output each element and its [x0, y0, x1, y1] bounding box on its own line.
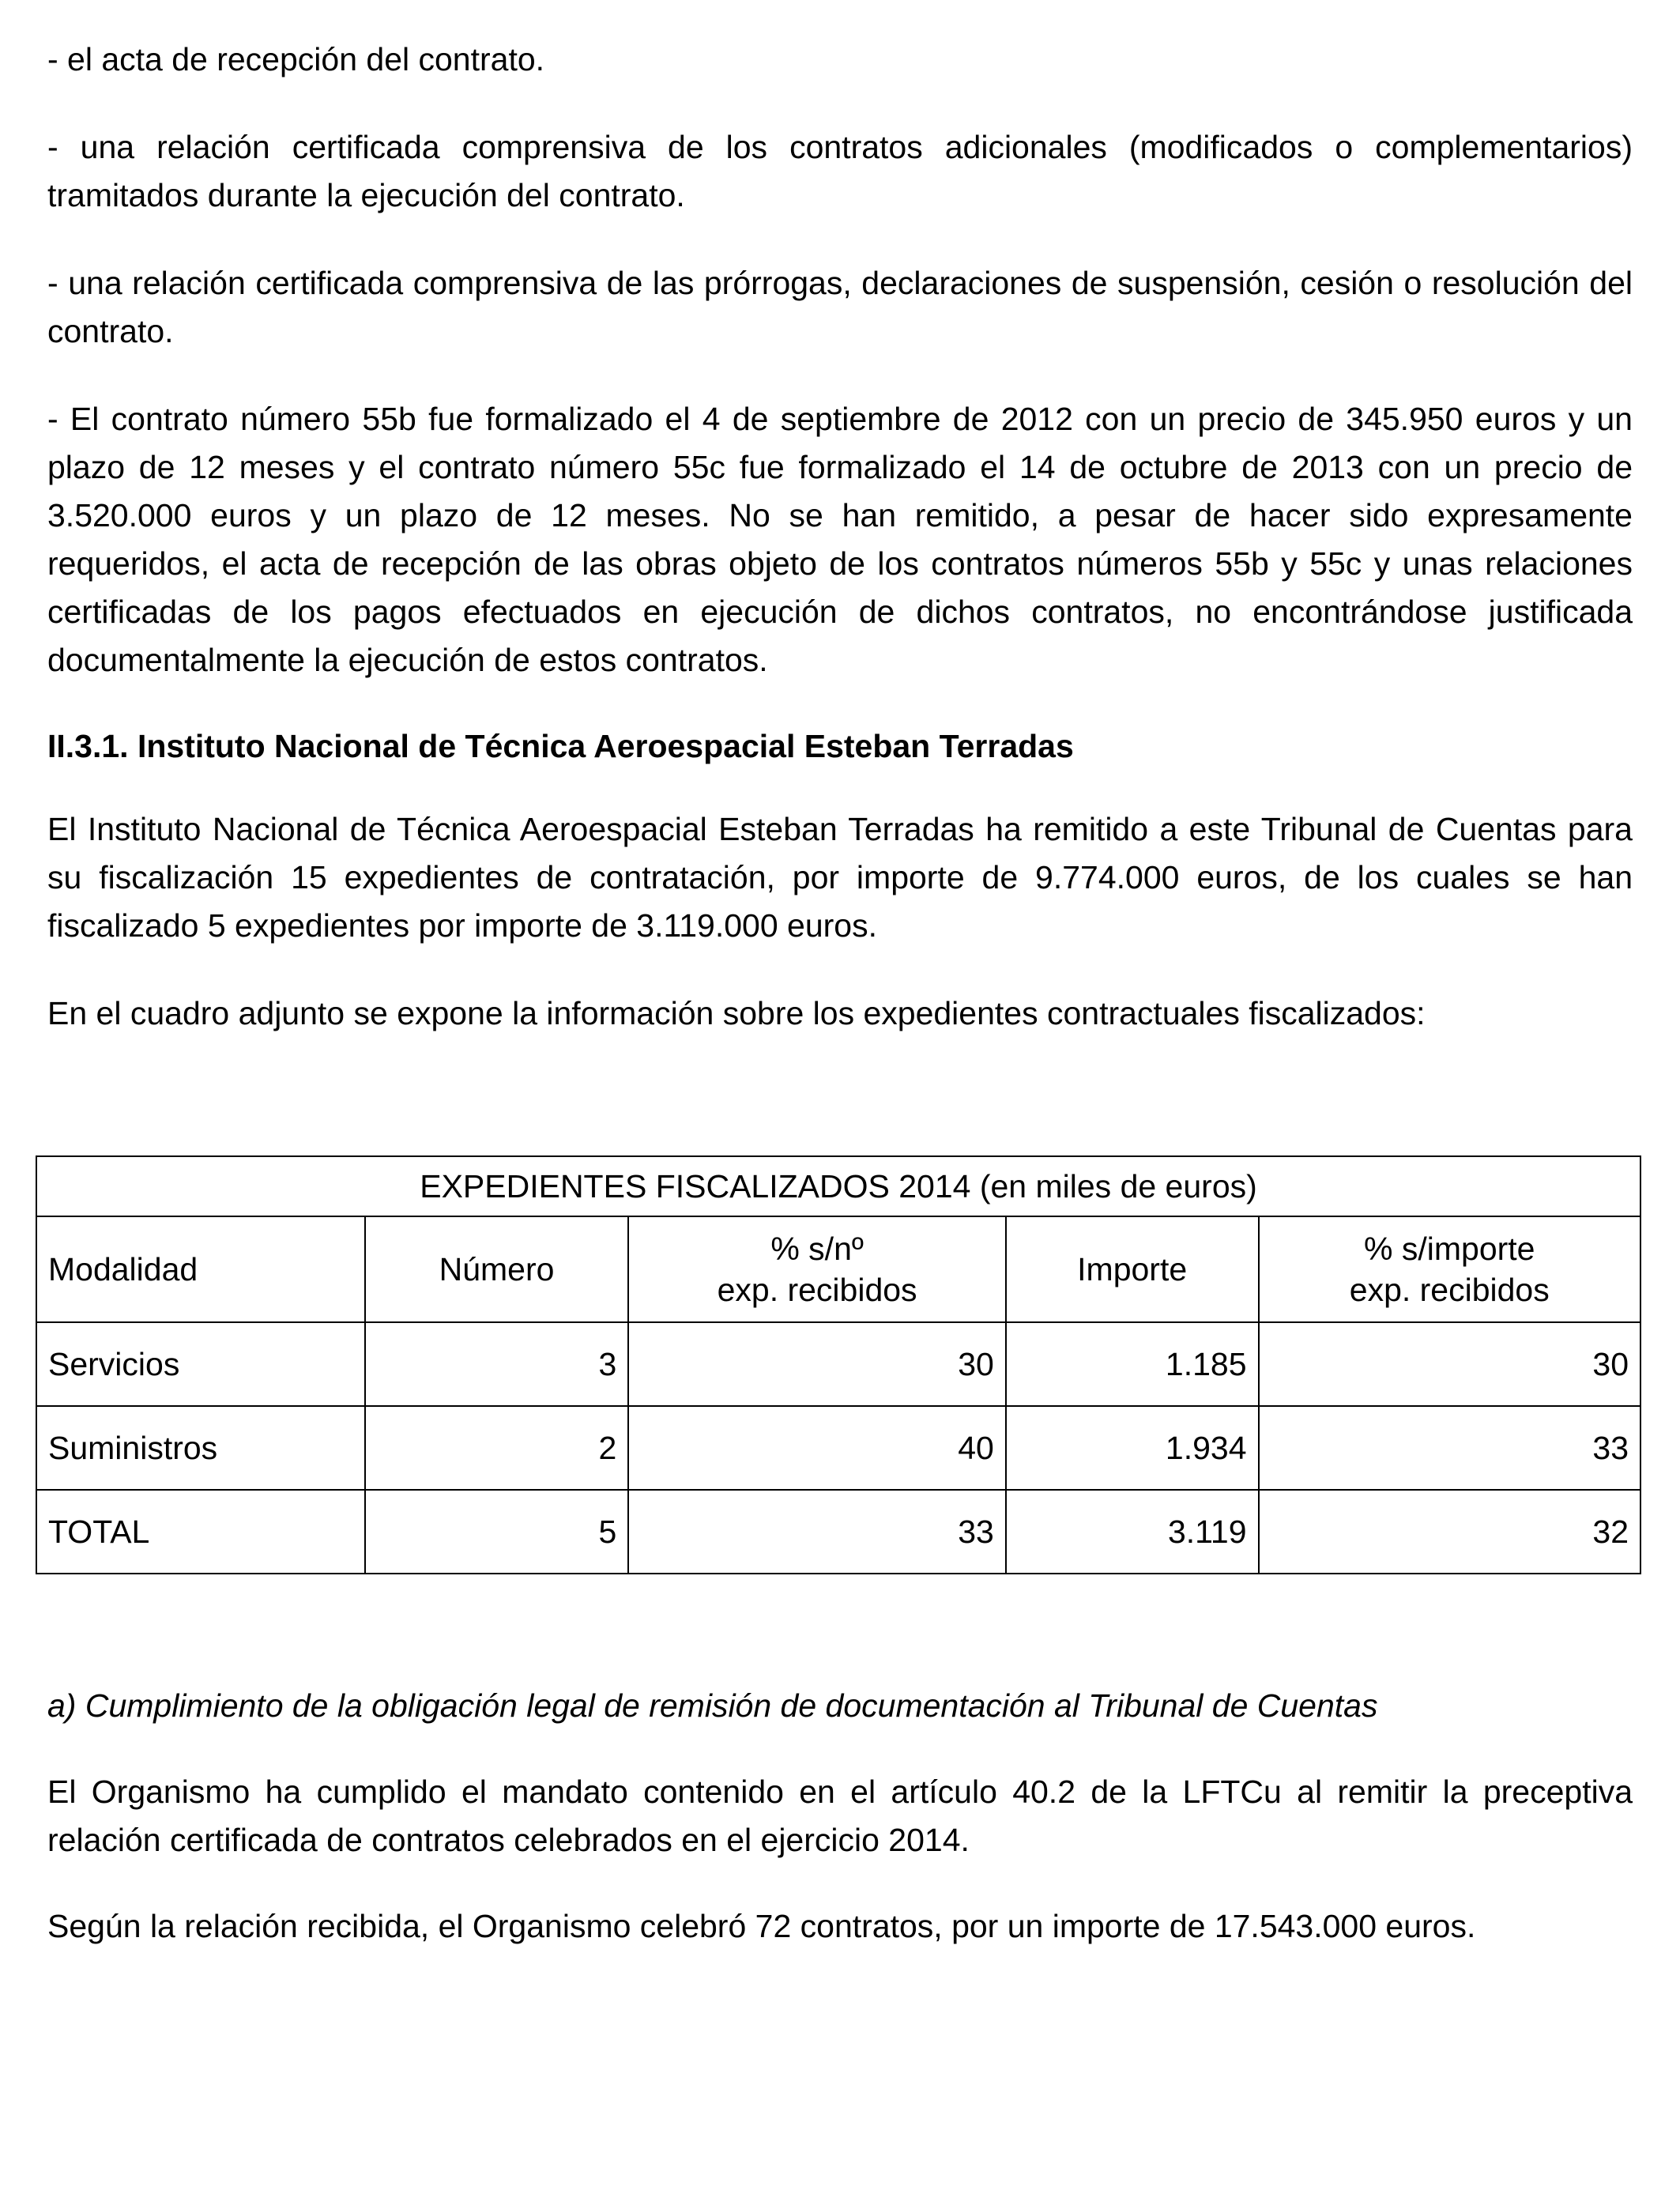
paragraph-contrato-55b: - El contrato número 55b fue formalizado el 4 de septiembre de 2012 con un precio de 345.950 euros y un plazo de 12 meses y el contrato número 55c fue formalizado el 14 de octubre de 2013 con un precio de 3.520.000 euros y un plazo de 12 meses. No se han remitido, a pesar de hacer sido expresamente requeridos, el acta de recepción de las obras objeto de los contratos números 55b y 55c y unas relaciones certificadas de los pagos efectuados en ejecución de dichos contratos, no encontrándose justificada documentalmente la ejecución de estos contratos. — [47, 401, 1633, 678]
document-page-lower — [47, 1682, 1633, 1951]
header-pct-importe-line1: % s/importe — [1364, 1231, 1535, 1267]
header-pct-numero-line1: % s/nº — [770, 1231, 864, 1267]
expedientes-table — [36, 1155, 1641, 1574]
header-pct-numero — [628, 1216, 1005, 1322]
cell-modalidad: Servicios — [36, 1322, 365, 1406]
cell-pct-importe: 33 — [1259, 1406, 1640, 1490]
cell-importe: 3.119 — [1006, 1490, 1259, 1574]
cell-pct-importe: 30 — [1259, 1322, 1640, 1406]
cell-numero: 2 — [365, 1406, 629, 1490]
table-caption: EXPEDIENTES FISCALIZADOS 2014 (en miles de euros) — [36, 1156, 1640, 1216]
header-numero: Número — [365, 1216, 629, 1322]
cell-importe: 1.185 — [1006, 1322, 1259, 1406]
cell-numero: 3 — [365, 1322, 629, 1406]
cell-importe: 1.934 — [1006, 1406, 1259, 1490]
header-importe: Importe — [1006, 1216, 1259, 1322]
document-page — [47, 36, 1633, 1038]
paragraph-acta: - el acta de recepción del contrato. — [47, 41, 545, 77]
cell-modalidad: Suministros — [36, 1406, 365, 1490]
paragraph-relacion-recibida: Según la relación recibida, el Organismo celebró 72 contratos, por un importe de 17.543.000 euros. — [47, 1908, 1476, 1944]
paragraph-cumplimiento: El Organismo ha cumplido el mandato contenido en el artículo 40.2 de la LFTCu al remitir la preceptiva relación certificada de contratos celebrados en el ejercicio 2014. — [47, 1774, 1633, 1858]
header-pct-numero-line2: exp. recibidos — [717, 1272, 917, 1308]
table-row — [36, 1406, 1640, 1490]
table-row — [36, 1322, 1640, 1406]
cell-pct-numero: 33 — [628, 1490, 1005, 1574]
header-pct-importe — [1259, 1216, 1640, 1322]
paragraph-contratos-adicionales: - una relación certificada comprensiva de los contratos adicionales (modificados o complementarios) tramitados durante la ejecución del contrato. — [47, 129, 1633, 213]
cell-modalidad: TOTAL — [36, 1490, 365, 1574]
header-modalidad: Modalidad — [36, 1216, 365, 1322]
cell-pct-numero: 30 — [628, 1322, 1005, 1406]
paragraph-cuadro-adjunto: En el cuadro adjunto se expone la información sobre los expedientes contractuales fiscalizados: — [47, 995, 1426, 1031]
header-pct-importe-line2: exp. recibidos — [1349, 1272, 1550, 1308]
section-heading: II.3.1. Instituto Nacional de Técnica Aeroespacial Esteban Terradas — [47, 728, 1074, 764]
cell-pct-numero: 40 — [628, 1406, 1005, 1490]
paragraph-prorrogas: - una relación certificada comprensiva de las prórrogas, declaraciones de suspensión, cesión o resolución del contrato. — [47, 265, 1633, 349]
table-header-row — [36, 1216, 1640, 1322]
subsection-heading: a) Cumplimiento de la obligación legal de remisión de documentación al Tribunal de Cuentas — [47, 1687, 1378, 1724]
cell-numero: 5 — [365, 1490, 629, 1574]
table-row-total — [36, 1490, 1640, 1574]
paragraph-instituto: El Instituto Nacional de Técnica Aeroespacial Esteban Terradas ha remitido a este Tribunal de Cuentas para su fiscalización 15 expedientes de contratación, por importe de 9.774.000 euros, de los cuales se han fiscalizado 5 expedientes por importe de 3.119.000 euros. — [47, 811, 1633, 944]
cell-pct-importe: 32 — [1259, 1490, 1640, 1574]
